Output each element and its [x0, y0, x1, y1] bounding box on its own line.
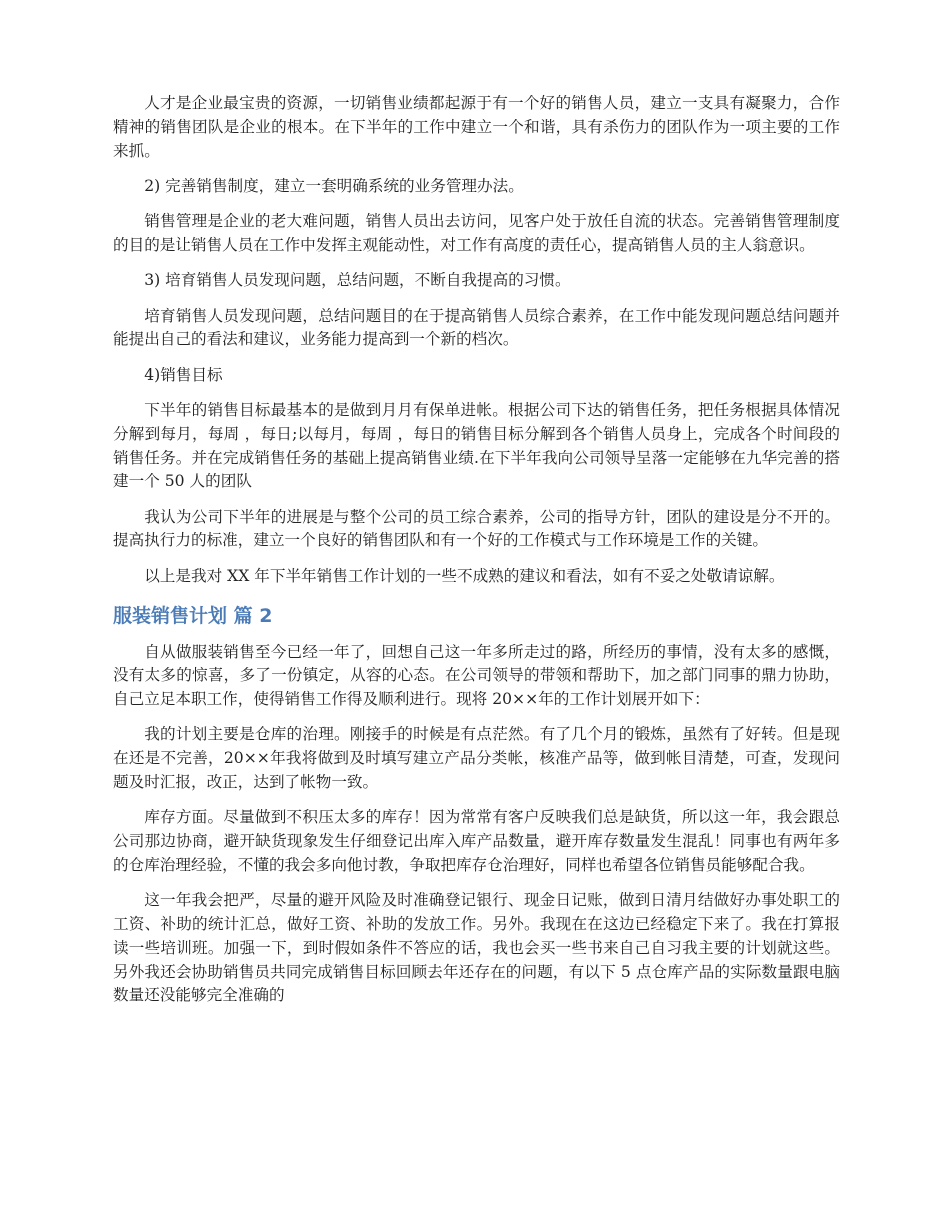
document-page — [113, 92, 840, 1020]
list-item-3-find-problems: 3) 培育销售人员发现问题，总结问题，不断自我提高的习惯。 — [144, 271, 571, 290]
paragraph-company-progress: 我认为公司下半年的进展是与整个公司的员工综合素养，公司的指导方针，团队的建设是分不开的。提高执行力的标准，建立一个良好的销售团队和有一个好的工作模式与工作环境是工作的关键。 — [113, 507, 840, 550]
list-item-2-sales-system: 2) 完善销售制度，建立一套明确系统的业务管理办法。 — [144, 176, 524, 195]
paragraph-inventory: 库存方面。尽量做到不积压太多的库存！因为常常有客户反映我们总是缺货，所以这一年，我会跟总公司那边协商，避开缺货现象发生仔细登记出库入库产品数量，避开库存数量发生混乱！同事也有两年多的仓库治理经验，不懂的我会多向他讨教，争取把库存仓治理好，同样也希望各位销售员能够配合我。 — [113, 808, 840, 874]
paragraph-intro: 自从做服装销售至今已经一年了，回想自己这一年多所走过的路，所经历的事情，没有太多的感慨，没有太多的惊喜，多了一份镇定，从容的心态。在公司领导的带领和帮助下，加之部门同事的鼎力协助，自己立足本职工作，使得销售工作得及顺利进行。现将 20××年的工作计划展开如下： — [113, 642, 840, 709]
paragraph-finance: 这一年我会把严，尽量的避开风险及时准确登记银行、现金日记账，做到日清月结做好办事处职工的工资、补助的统计汇总，做好工资、补助的发放工作。另外。我现在在这边已经稳定下来了。我在打算报读一些培训班。加强一下，到时假如条件不答应的话，我也会买一些书来自己自习我主要的计划就这些。另外我还会协助销售员共同完成销售目标回顾去年还存在的问题，有以下 5 点仓库产品的实际数量跟电脑数量还没能够完全准确的 — [113, 891, 840, 1005]
paragraph-closing: 以上是我对 XX 年下半年销售工作计划的一些不成熟的建议和看法，如有不妥之处敬请谅解。 — [144, 566, 785, 585]
list-item-4-sales-target: 4)销售目标 — [144, 365, 223, 384]
paragraph-find-problems: 培育销售人员发现问题，总结问题目的在于提高销售人员综合素养，在工作中能发现问题总结问题并能提出自己的看法和建议，业务能力提高到一个新的档次。 — [113, 306, 840, 349]
paragraph-warehouse: 我的计划主要是仓库的治理。刚接手的时候是有点茫然。有了几个月的锻炼，虽然有了好转。但是现在还是不完善，20××年我将做到及时填写建立产品分类帐，核准产品等，做到帐目清楚，可查，发现问题及时汇报，改正，达到了帐物一致。 — [113, 725, 840, 792]
paragraph-talent: 人才是企业最宝贵的资源，一切销售业绩都起源于有一个好的销售人员，建立一支具有凝聚力，合作精神的销售团队是企业的根本。在下半年的工作中建立一个和谐，具有杀伤力的团队作为一项主要的工作来抓。 — [113, 94, 840, 160]
section-heading: 服装销售计划 篇 2 — [113, 604, 273, 627]
paragraph-sales-management: 销售管理是企业的老大难问题，销售人员出去访问，见客户处于放任自流的状态。完善销售管理制度的目的是让销售人员在工作中发挥主观能动性，对工作有高度的责任心，提高销售人员的主人翁意识。 — [113, 212, 840, 254]
paragraph-sales-target: 下半年的销售目标最基本的是做到月月有保单进帐。根据公司下达的销售任务，把任务根据具体情况分解到每月，每周 ，每日;以每月，每周 ，每日的销售目标分解到各个销售人员身上，完成各个时间段的销售任务。并在完成销售任务的基础上提高销售业绩.在下半年我向公司领导呈落一定能够在九华完善的搭建一个 50 人的团队 — [113, 400, 840, 491]
